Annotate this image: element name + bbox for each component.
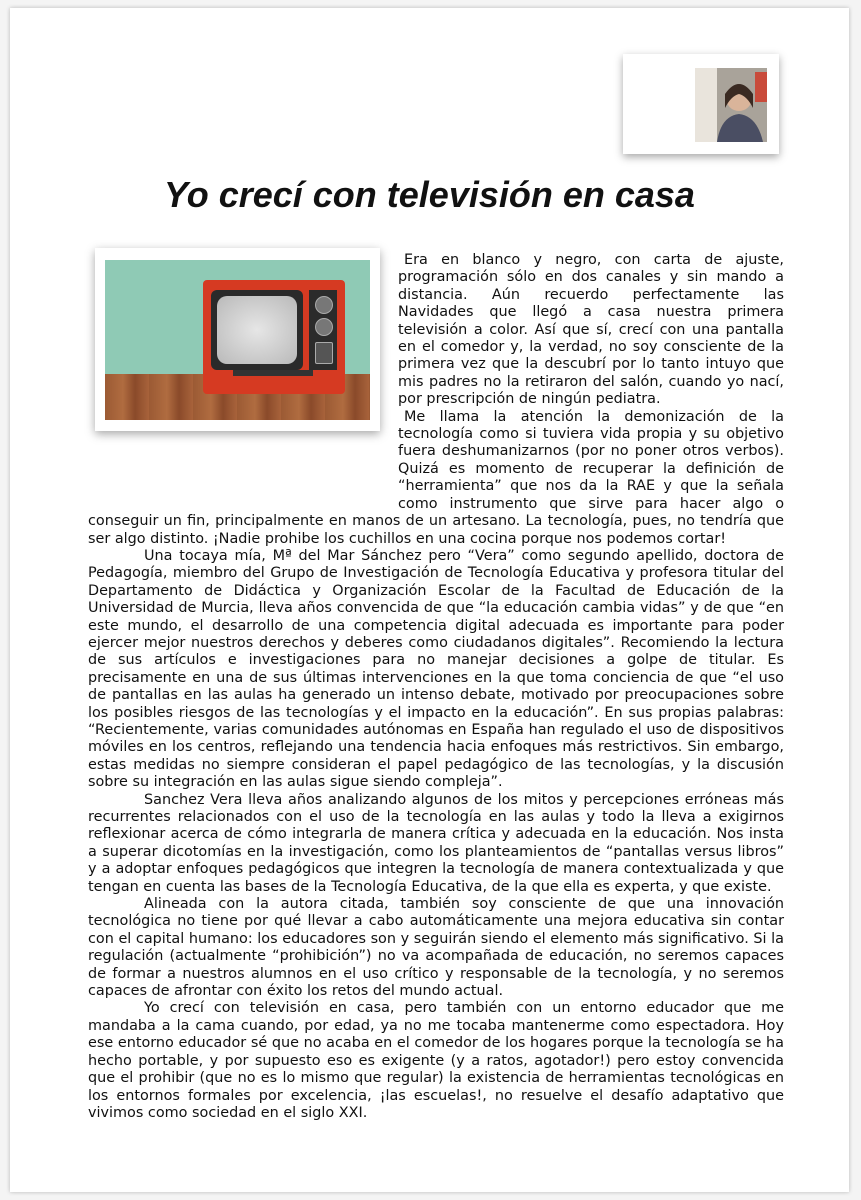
article-body	[88, 252, 784, 1122]
author-photo-icon	[623, 54, 779, 154]
paragraph-6: Yo crecí con televisión en casa, pero también con un entorno educador que me mandaba a la cama cuando, por edad, ya no me tocaba mantenerme como espectadora. Hoy ese entorno educador sé que no acaba en el comedor de los hogares porque la tecnología se ha hecho portable, y por supuesto eso es exigente (y a ratos, agotador!) pero estoy convencida que el prohibir (que no es lo mismo que regular) la existencia de herramientas tecnológicas en los entornos formales por excelencia, ¡las escuelas!, no resuelve el desafío adaptativo que vivimos como sociedad en el siglo XXI.	[88, 1000, 784, 1121]
paragraph-4: Sanchez Vera lleva años analizando algunos de los mitos y percepciones erróneas más recurrentes relacionados con el uso de la tecnología en las aulas y todo la lleva a exigirnos reflexionar acerca de cómo integrarla de manera crítica y adecuada en la educación. Nos insta a superar dicotomías en la investigación, como los planteamientos de “pantallas versus libros” y a adoptar enfoques pedagógicos que integren la tecnología de manera contextualizada y que tengan en cuenta las bases de la Tecnología Educativa, de la que ella es experta, y que existe.	[88, 791, 784, 895]
image-float-spacer	[88, 252, 398, 496]
article-title: Yo crecí con televisión en casa	[164, 174, 695, 215]
article-page	[10, 8, 849, 1192]
paragraph-1: Era en blanco y negro, con carta de ajuste, programación sólo en dos canales y sin mando a distancia. Aún recuerdo perfectamente las Navidades que llegó a casa nuestra primera televisión a color. Así que sí, crecí con una pantalla en el comedor y, la verdad, no soy consciente de la primera vez que la descubrí por lo tanto intuyo que mis padres no la retiraron del salón, cuando yo nací, por prescripción de ningún pediatra.	[398, 252, 784, 408]
author-portrait	[695, 68, 767, 142]
paragraph-2: Me llama la atención la demonización de la tecnología como si tuviera vida propia y su objetivo fuera deshumanizarnos (por no poner otros verbos). Quizá es momento de recuperar la definición de “herramienta” que nos da la RAE y que la señala como instrumento que sirve para hacer algo o conseguir un fin, principalmente en manos de un artesano. La tecnología, pues, no tendría que ser algo distinto. ¡Nadie prohibe los cuchillos en una cocina porque nos podemos cortar!	[88, 408, 784, 547]
paragraph-3: Una tocaya mía, Mª del Mar Sánchez pero “Vera” como segundo apellido, doctora de Pedagogía, miembro del Grupo de Investigación de Tecnología Educativa y profesora titular del Departamento de Didáctica y Organización Escolar de la Facultad de Educación de la Universidad de Murcia, lleva años convencida de que “la educación cambia vidas” y de que “en este mundo, el desarrollo de una competencia digital adecuada es importante para poder ejercer mejor nuestros derechos y deberes como ciudadanos digitales”. Recomiendo la lectura de sus artículos e investigaciones para no manejar decisiones a golpe de titular. Es precisamente en una de sus últimas intervenciones en la que toma conciencia de que “el uso de pantallas en las aulas ha generado un intenso debate, motivado por preocupaciones sobre los posibles riesgos de las tecnologías y el impacto en la educación”. En sus propias palabras: “Recientemente, varias comunidades autónomas en España han regulado el uso de dispositivos móviles en los centros, reflejando una tendencia hacia enfoques más restrictivos. Sin embargo, estas medidas no siempre consideran el papel pedagógico de las tecnologías, y la discusión sobre su integración en las aulas sigue siendo compleja”.	[88, 547, 784, 791]
paragraph-5: Alineada con la autora citada, también soy consciente de que una innovación tecnológica no tiene por qué llevar a cabo automáticamente una mejora educativa sin contar con el capital humano: los educadores son y seguirán siendo el elemento más significativo. Si la regulación (actualmente “prohibición”) no va acompañada de educación, no seremos capaces de formar a nuestros alumnos en el uso crítico y responsable de la tecnología, y no seremos capaces de afrontar con éxito los retos del mundo actual.	[88, 896, 784, 1000]
